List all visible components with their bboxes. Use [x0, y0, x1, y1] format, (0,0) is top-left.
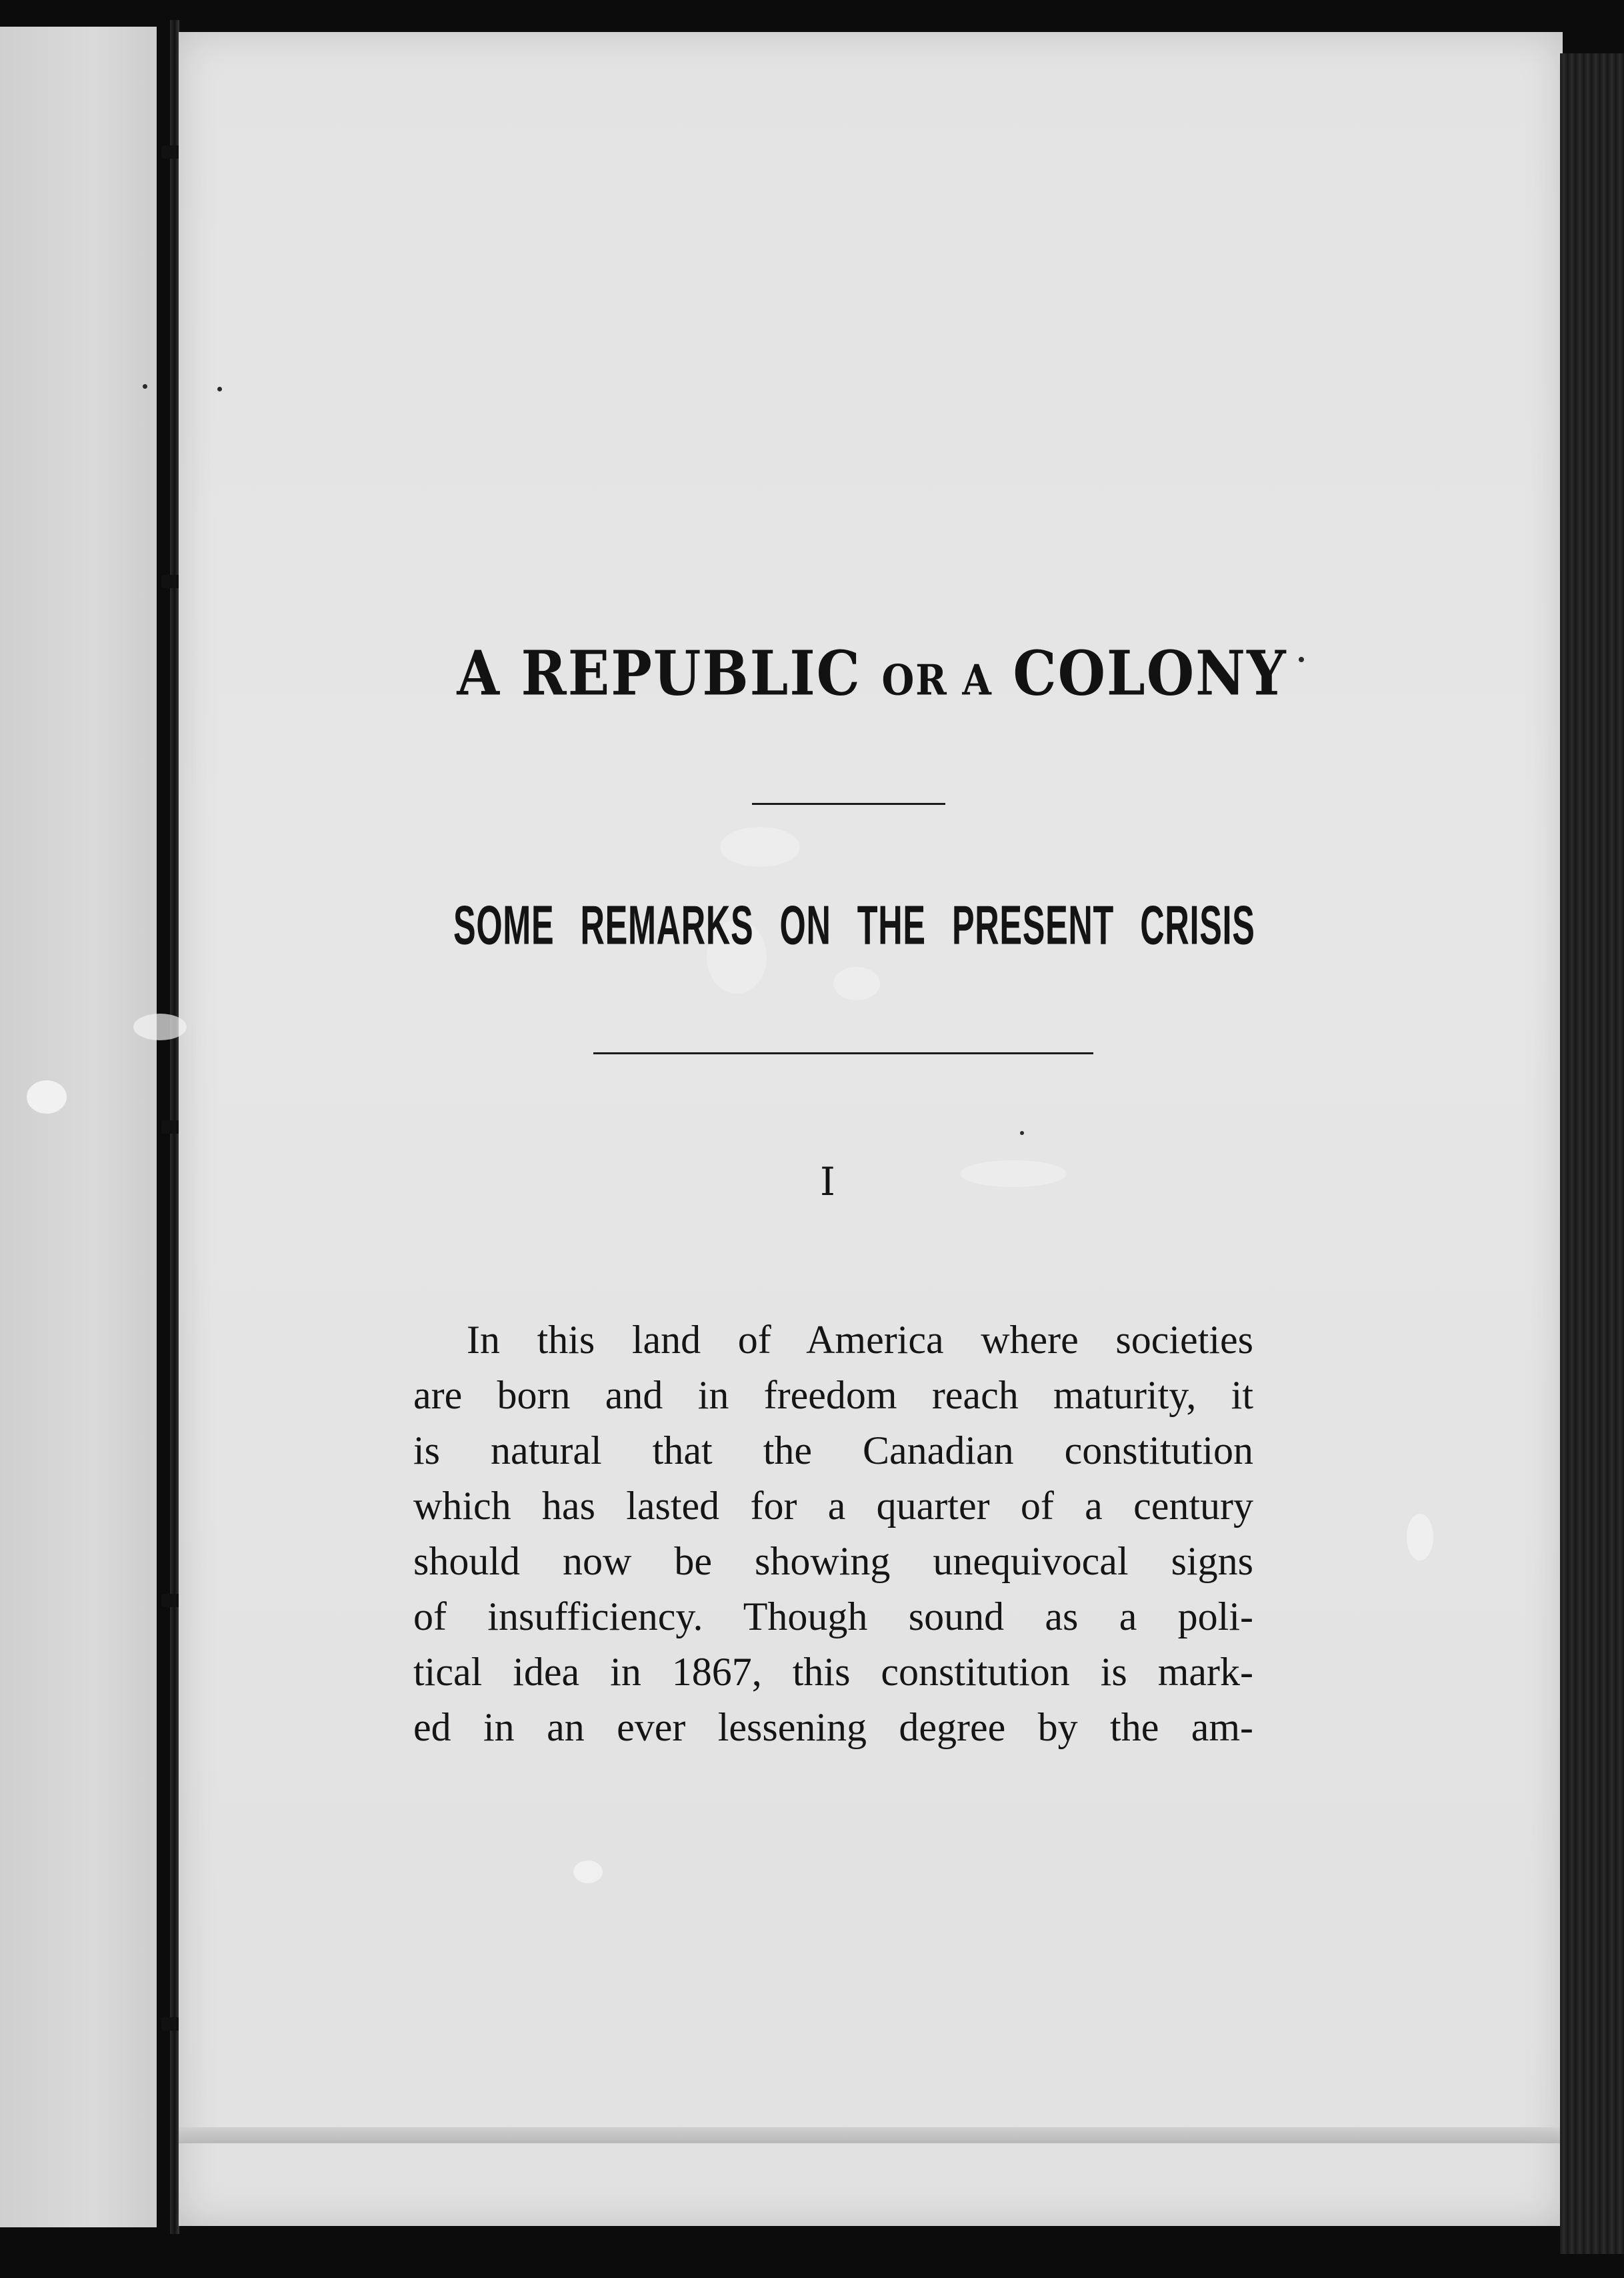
- body-line: should now be showing unequivocal signs: [413, 1539, 1253, 1583]
- section-number: I: [820, 1159, 835, 1204]
- body-line: tical idea in 1867, this constitution is mark-: [413, 1650, 1253, 1694]
- body-line: of insufficiency. Though sound as a poli-: [413, 1594, 1253, 1638]
- paper-speck: [1407, 1514, 1433, 1560]
- body-paragraph: [413, 1312, 1253, 1755]
- body-line: which has lasted for a quarter of a century: [413, 1484, 1253, 1528]
- title-part-2: COLONY: [1013, 638, 1287, 710]
- paper-speck: [27, 1080, 67, 1114]
- left-page-edge: [0, 27, 157, 2227]
- paper-speck: [133, 1014, 187, 1040]
- document-title: [0, 638, 1624, 710]
- subtitle-divider: [593, 1052, 1093, 1054]
- book-page: [179, 32, 1563, 2226]
- ink-dot: [143, 384, 147, 389]
- document-subtitle: SOME REMARKS ON THE PRESENT CRISIS: [453, 894, 1255, 956]
- title-part-1: A REPUBLIC: [457, 638, 861, 710]
- body-line: ed in an ever lessening degree by the am-: [413, 1705, 1253, 1749]
- body-line: is natural that the Canadian constitution: [413, 1428, 1253, 1472]
- body-line: are born and in freedom reach maturity, it: [413, 1373, 1253, 1417]
- page-bottom-edge: [179, 2127, 1563, 2143]
- ink-dot: [1020, 1131, 1024, 1135]
- paper-speck: [833, 967, 880, 1000]
- paper-speck: [573, 1861, 603, 1883]
- ink-dot: [217, 387, 222, 391]
- title-connector: OR A: [881, 656, 993, 706]
- title-divider: [752, 803, 945, 805]
- paper-speck: [960, 1160, 1067, 1187]
- body-line: In this land of America where societies: [467, 1318, 1253, 1362]
- paper-speck: [720, 827, 800, 867]
- page-fore-edge: [1560, 53, 1624, 2254]
